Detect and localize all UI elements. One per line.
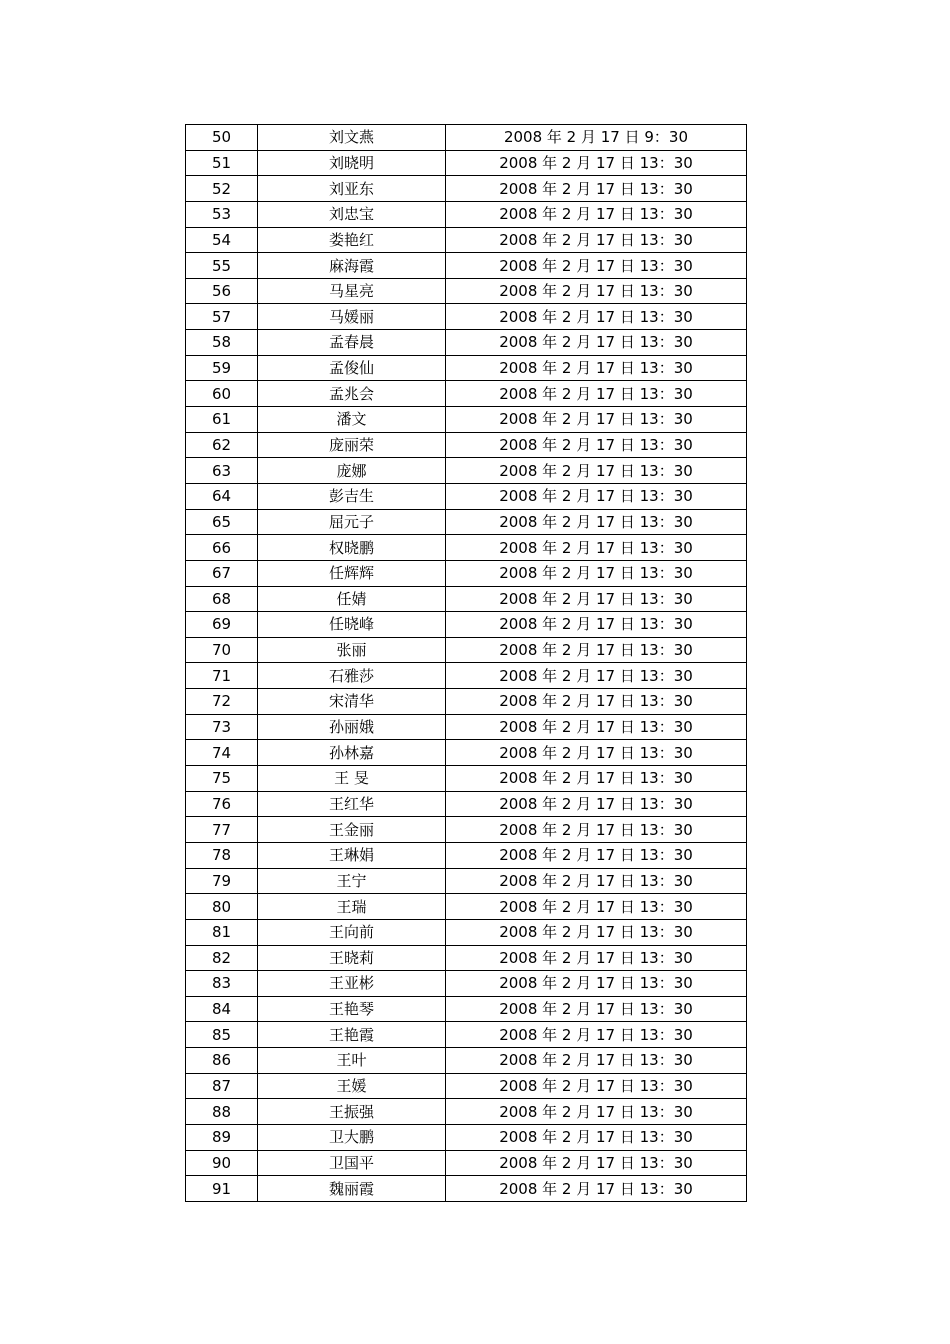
row-number-cell: 60	[186, 381, 258, 407]
row-number-cell: 69	[186, 612, 258, 638]
row-number-cell: 57	[186, 304, 258, 330]
time-cell: 2008 年 2 月 17 日 13：30	[446, 1124, 747, 1150]
table-row	[186, 381, 747, 407]
name-cell: 张丽	[258, 637, 446, 663]
row-number-cell: 72	[186, 689, 258, 715]
time-cell: 2008 年 2 月 17 日 13：30	[446, 612, 747, 638]
time-cell: 2008 年 2 月 17 日 13：30	[446, 1073, 747, 1099]
table-row	[186, 176, 747, 202]
name-cell: 刘文燕	[258, 125, 446, 151]
table-row	[186, 125, 747, 151]
table-row	[186, 150, 747, 176]
name-cell: 刘晓明	[258, 150, 446, 176]
name-cell: 刘忠宝	[258, 201, 446, 227]
name-cell: 庞丽荣	[258, 432, 446, 458]
name-cell: 孟俊仙	[258, 355, 446, 381]
row-number-cell: 56	[186, 278, 258, 304]
time-cell: 2008 年 2 月 17 日 13：30	[446, 842, 747, 868]
row-number-cell: 64	[186, 483, 258, 509]
row-number-cell: 85	[186, 1022, 258, 1048]
row-number-cell: 75	[186, 766, 258, 792]
time-cell: 2008 年 2 月 17 日 13：30	[446, 355, 747, 381]
table-row	[186, 1099, 747, 1125]
table-row	[186, 330, 747, 356]
time-cell: 2008 年 2 月 17 日 13：30	[446, 586, 747, 612]
name-cell: 王振强	[258, 1099, 446, 1125]
name-cell: 王媛	[258, 1073, 446, 1099]
table-row	[186, 842, 747, 868]
name-cell: 彭吉生	[258, 483, 446, 509]
row-number-cell: 66	[186, 535, 258, 561]
table-row	[186, 509, 747, 535]
name-cell: 马媛丽	[258, 304, 446, 330]
row-number-cell: 82	[186, 945, 258, 971]
table-row	[186, 1176, 747, 1202]
table-row	[186, 304, 747, 330]
table-row	[186, 227, 747, 253]
row-number-cell: 80	[186, 894, 258, 920]
time-cell: 2008 年 2 月 17 日 13：30	[446, 201, 747, 227]
row-number-cell: 77	[186, 817, 258, 843]
table-row	[186, 1022, 747, 1048]
time-cell: 2008 年 2 月 17 日 13：30	[446, 817, 747, 843]
name-cell: 王红华	[258, 791, 446, 817]
time-cell: 2008 年 2 月 17 日 13：30	[446, 176, 747, 202]
row-number-cell: 73	[186, 714, 258, 740]
table-row	[186, 971, 747, 997]
time-cell: 2008 年 2 月 17 日 13：30	[446, 919, 747, 945]
time-cell: 2008 年 2 月 17 日 13：30	[446, 945, 747, 971]
row-number-cell: 70	[186, 637, 258, 663]
time-cell: 2008 年 2 月 17 日 13：30	[446, 278, 747, 304]
table-row	[186, 458, 747, 484]
name-cell: 任晓峰	[258, 612, 446, 638]
row-number-cell: 91	[186, 1176, 258, 1202]
name-cell: 卫国平	[258, 1150, 446, 1176]
time-cell: 2008 年 2 月 17 日 13：30	[446, 637, 747, 663]
row-number-cell: 89	[186, 1124, 258, 1150]
time-cell: 2008 年 2 月 17 日 13：30	[446, 227, 747, 253]
time-cell: 2008 年 2 月 17 日 13：30	[446, 1176, 747, 1202]
name-cell: 王 旻	[258, 766, 446, 792]
time-cell: 2008 年 2 月 17 日 13：30	[446, 381, 747, 407]
table-row	[186, 689, 747, 715]
name-cell: 庞娜	[258, 458, 446, 484]
table-row	[186, 996, 747, 1022]
time-cell: 2008 年 2 月 17 日 13：30	[446, 1099, 747, 1125]
table-row	[186, 1124, 747, 1150]
name-cell: 王亚彬	[258, 971, 446, 997]
time-cell: 2008 年 2 月 17 日 13：30	[446, 150, 747, 176]
name-cell: 王瑞	[258, 894, 446, 920]
time-cell: 2008 年 2 月 17 日 13：30	[446, 407, 747, 433]
row-number-cell: 63	[186, 458, 258, 484]
time-cell: 2008 年 2 月 17 日 13：30	[446, 253, 747, 279]
name-cell: 王晓莉	[258, 945, 446, 971]
time-cell: 2008 年 2 月 17 日 13：30	[446, 509, 747, 535]
row-number-cell: 59	[186, 355, 258, 381]
name-cell: 孙林嘉	[258, 740, 446, 766]
table-row	[186, 919, 747, 945]
name-cell: 石雅莎	[258, 663, 446, 689]
row-number-cell: 55	[186, 253, 258, 279]
row-number-cell: 58	[186, 330, 258, 356]
table-row	[186, 432, 747, 458]
table-row	[186, 1073, 747, 1099]
row-number-cell: 74	[186, 740, 258, 766]
table-row	[186, 278, 747, 304]
name-cell: 王艳霞	[258, 1022, 446, 1048]
time-cell: 2008 年 2 月 17 日 13：30	[446, 304, 747, 330]
table-row	[186, 791, 747, 817]
time-cell: 2008 年 2 月 17 日 13：30	[446, 663, 747, 689]
table-row	[186, 714, 747, 740]
row-number-cell: 86	[186, 1048, 258, 1074]
time-cell: 2008 年 2 月 17 日 13：30	[446, 971, 747, 997]
table-row	[186, 945, 747, 971]
table-row	[186, 355, 747, 381]
table-row	[186, 201, 747, 227]
row-number-cell: 52	[186, 176, 258, 202]
name-cell: 王向前	[258, 919, 446, 945]
name-cell: 潘文	[258, 407, 446, 433]
time-cell: 2008 年 2 月 17 日 13：30	[446, 766, 747, 792]
time-cell: 2008 年 2 月 17 日 13：30	[446, 996, 747, 1022]
time-cell: 2008 年 2 月 17 日 13：30	[446, 1048, 747, 1074]
schedule-table	[185, 124, 747, 1202]
row-number-cell: 62	[186, 432, 258, 458]
name-cell: 娄艳红	[258, 227, 446, 253]
row-number-cell: 88	[186, 1099, 258, 1125]
row-number-cell: 51	[186, 150, 258, 176]
row-number-cell: 53	[186, 201, 258, 227]
time-cell: 2008 年 2 月 17 日 9：30	[446, 125, 747, 151]
table-row	[186, 253, 747, 279]
table-row	[186, 483, 747, 509]
row-number-cell: 84	[186, 996, 258, 1022]
name-cell: 宋清华	[258, 689, 446, 715]
row-number-cell: 76	[186, 791, 258, 817]
name-cell: 孟春晨	[258, 330, 446, 356]
time-cell: 2008 年 2 月 17 日 13：30	[446, 535, 747, 561]
table-row	[186, 535, 747, 561]
row-number-cell: 87	[186, 1073, 258, 1099]
row-number-cell: 61	[186, 407, 258, 433]
time-cell: 2008 年 2 月 17 日 13：30	[446, 1150, 747, 1176]
time-cell: 2008 年 2 月 17 日 13：30	[446, 894, 747, 920]
name-cell: 刘亚东	[258, 176, 446, 202]
time-cell: 2008 年 2 月 17 日 13：30	[446, 689, 747, 715]
table-row	[186, 560, 747, 586]
table-row	[186, 1048, 747, 1074]
table-row	[186, 1150, 747, 1176]
row-number-cell: 90	[186, 1150, 258, 1176]
row-number-cell: 81	[186, 919, 258, 945]
row-number-cell: 50	[186, 125, 258, 151]
time-cell: 2008 年 2 月 17 日 13：30	[446, 560, 747, 586]
row-number-cell: 65	[186, 509, 258, 535]
name-cell: 王叶	[258, 1048, 446, 1074]
time-cell: 2008 年 2 月 17 日 13：30	[446, 483, 747, 509]
time-cell: 2008 年 2 月 17 日 13：30	[446, 740, 747, 766]
row-number-cell: 67	[186, 560, 258, 586]
table-row	[186, 868, 747, 894]
time-cell: 2008 年 2 月 17 日 13：30	[446, 432, 747, 458]
time-cell: 2008 年 2 月 17 日 13：30	[446, 1022, 747, 1048]
name-cell: 王艳琴	[258, 996, 446, 1022]
name-cell: 王金丽	[258, 817, 446, 843]
time-cell: 2008 年 2 月 17 日 13：30	[446, 714, 747, 740]
row-number-cell: 54	[186, 227, 258, 253]
table-body	[186, 125, 747, 1202]
name-cell: 马星亮	[258, 278, 446, 304]
time-cell: 2008 年 2 月 17 日 13：30	[446, 330, 747, 356]
row-number-cell: 79	[186, 868, 258, 894]
name-cell: 权晓鹏	[258, 535, 446, 561]
name-cell: 卫大鹏	[258, 1124, 446, 1150]
row-number-cell: 71	[186, 663, 258, 689]
name-cell: 孟兆会	[258, 381, 446, 407]
name-cell: 屈元子	[258, 509, 446, 535]
name-cell: 王宁	[258, 868, 446, 894]
table-row	[186, 612, 747, 638]
table-row	[186, 663, 747, 689]
table-row	[186, 740, 747, 766]
time-cell: 2008 年 2 月 17 日 13：30	[446, 791, 747, 817]
row-number-cell: 68	[186, 586, 258, 612]
table-row	[186, 894, 747, 920]
name-cell: 麻海霞	[258, 253, 446, 279]
table-row	[186, 407, 747, 433]
table-row	[186, 766, 747, 792]
table-row	[186, 586, 747, 612]
row-number-cell: 78	[186, 842, 258, 868]
name-cell: 任婧	[258, 586, 446, 612]
time-cell: 2008 年 2 月 17 日 13：30	[446, 868, 747, 894]
table-row	[186, 637, 747, 663]
name-cell: 魏丽霞	[258, 1176, 446, 1202]
name-cell: 孙丽娥	[258, 714, 446, 740]
name-cell: 王琳娟	[258, 842, 446, 868]
table-row	[186, 817, 747, 843]
row-number-cell: 83	[186, 971, 258, 997]
name-cell: 任辉辉	[258, 560, 446, 586]
time-cell: 2008 年 2 月 17 日 13：30	[446, 458, 747, 484]
